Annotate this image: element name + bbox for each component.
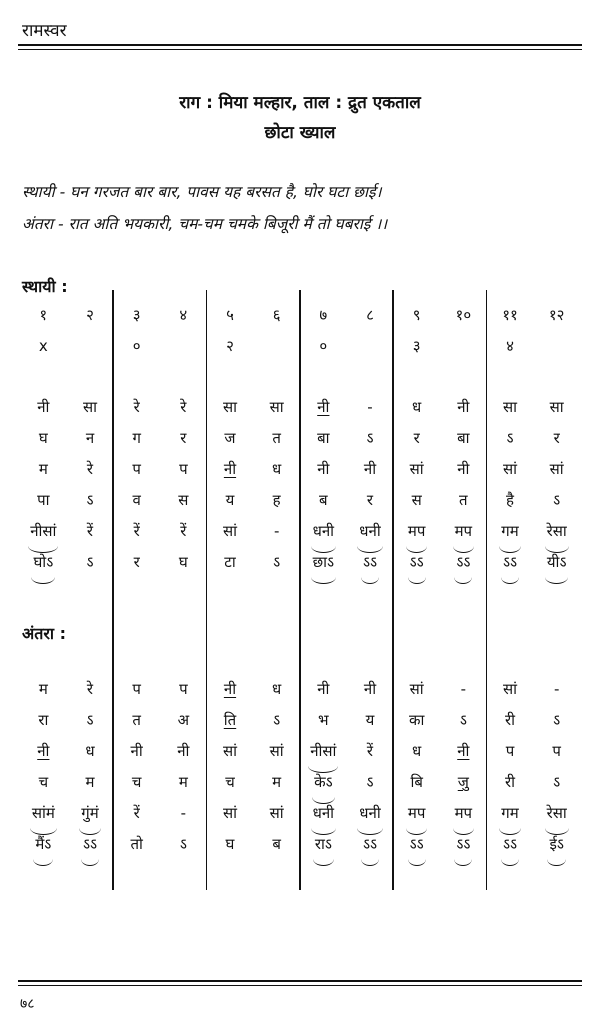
note-cell-mark: गम bbox=[501, 516, 518, 547]
note-cell: बा bbox=[317, 429, 330, 447]
taal-marker bbox=[533, 331, 580, 362]
note-cell bbox=[487, 829, 534, 860]
note-cell: रे bbox=[86, 460, 94, 478]
note-cell: घ bbox=[178, 553, 188, 571]
note-cell-mark: मप bbox=[455, 798, 473, 829]
beat-number: ९ bbox=[412, 306, 421, 324]
note-cell: ब bbox=[319, 491, 328, 509]
note-cell: ऽ bbox=[553, 773, 561, 791]
note-cell: ऽ bbox=[179, 835, 187, 853]
note-cell: ध bbox=[85, 742, 95, 760]
note-cell bbox=[347, 798, 394, 829]
note-cell-mark: धनी bbox=[359, 798, 380, 829]
note-cell bbox=[20, 516, 67, 547]
note-cell bbox=[533, 516, 580, 547]
note-cell-mark: ऽऽ bbox=[410, 829, 424, 860]
note-cell: च bbox=[38, 773, 49, 791]
note-cell: सां bbox=[502, 680, 517, 698]
note-cell: र bbox=[180, 429, 187, 447]
note-cell bbox=[487, 798, 534, 829]
note-cell: भ bbox=[318, 711, 329, 729]
note-cell bbox=[207, 705, 254, 736]
note-cell: ऽ bbox=[86, 711, 94, 729]
note-cell: स bbox=[411, 491, 422, 509]
footer-rule bbox=[18, 980, 582, 982]
note-cell: रा bbox=[38, 711, 49, 729]
note-cell: प bbox=[132, 460, 141, 478]
note-cell bbox=[300, 798, 347, 829]
row-spacer bbox=[207, 362, 254, 392]
beat-number: १२ bbox=[548, 306, 565, 324]
header-rule bbox=[18, 44, 582, 46]
note-cell-mark: ऽऽ bbox=[410, 547, 424, 578]
note-cell-mark: ऽऽ bbox=[503, 547, 517, 578]
note-cell: सां bbox=[409, 680, 424, 698]
taal-marker: ३ bbox=[412, 337, 421, 355]
row-spacer bbox=[253, 362, 300, 392]
note-cell: प bbox=[552, 742, 561, 760]
note-cell: रें bbox=[366, 742, 374, 760]
note-cell: नी bbox=[457, 398, 470, 416]
vibhag-line bbox=[112, 290, 114, 890]
note-cell bbox=[300, 829, 347, 860]
note-cell: ऽ bbox=[459, 711, 467, 729]
note-cell bbox=[440, 736, 487, 767]
note-cell: ध bbox=[412, 742, 422, 760]
note-cell bbox=[440, 798, 487, 829]
note-cell: न bbox=[85, 429, 95, 447]
note-cell: प bbox=[179, 460, 188, 478]
running-header: रामस्वर bbox=[22, 21, 67, 41]
footer-rule-thin bbox=[18, 985, 582, 986]
note-cell: - bbox=[367, 398, 373, 416]
note-cell: सा bbox=[222, 398, 237, 416]
note-cell bbox=[393, 829, 440, 860]
note-cell bbox=[347, 547, 394, 578]
note-cell bbox=[20, 798, 67, 829]
note-cell: ज bbox=[224, 429, 236, 447]
note-cell-mark: नी bbox=[457, 742, 470, 760]
note-cell: ग bbox=[132, 429, 141, 447]
taal-marker: ० bbox=[319, 337, 328, 355]
note-cell: रें bbox=[180, 522, 187, 540]
note-cell: बा bbox=[457, 429, 470, 447]
note-cell-mark: ऽऽ bbox=[363, 829, 377, 860]
row-spacer bbox=[347, 362, 394, 392]
note-cell: है bbox=[506, 491, 514, 509]
note-cell: ऽ bbox=[553, 491, 561, 509]
note-cell: नी bbox=[130, 742, 143, 760]
note-cell: रे bbox=[133, 398, 140, 416]
antara-lyric: अंतरा - रात अति भयकारी, चम-चम चमके बिजूरी मैं तो घबराई ।। bbox=[22, 215, 388, 233]
note-cell-mark: सांमं bbox=[32, 798, 55, 829]
note-cell: री bbox=[504, 773, 515, 791]
note-cell bbox=[67, 798, 114, 829]
note-cell: म bbox=[178, 773, 188, 791]
note-cell: रें bbox=[133, 804, 140, 822]
note-cell-mark: गम bbox=[501, 798, 518, 829]
beat-number: ७ bbox=[319, 306, 328, 324]
note-cell: ऽ bbox=[366, 429, 374, 447]
note-cell: म bbox=[38, 680, 48, 698]
note-cell: य bbox=[225, 491, 235, 509]
note-cell bbox=[67, 829, 114, 860]
note-cell: स bbox=[178, 491, 189, 509]
note-cell-mark: मप bbox=[455, 516, 473, 547]
beat-number: ५ bbox=[226, 306, 234, 324]
note-cell: घ bbox=[225, 835, 235, 853]
note-cell: ऽ bbox=[366, 773, 374, 791]
note-cell: - bbox=[273, 522, 280, 540]
note-cell: नी bbox=[317, 680, 330, 698]
note-cell bbox=[487, 547, 534, 578]
note-cell-mark: मैंऽ bbox=[35, 829, 51, 860]
note-cell: ऽ bbox=[273, 711, 281, 729]
khyal-heading: छोटा ख्याल bbox=[264, 123, 336, 143]
taal-marker bbox=[440, 331, 487, 362]
note-cell: ह bbox=[272, 491, 281, 509]
row-spacer bbox=[440, 362, 487, 392]
vibhag-line bbox=[486, 290, 488, 890]
note-cell bbox=[300, 547, 347, 578]
header-rule-thin bbox=[18, 49, 582, 50]
note-cell: सां bbox=[549, 460, 564, 478]
note-cell: सा bbox=[269, 398, 284, 416]
note-cell: प bbox=[505, 742, 515, 760]
row-spacer bbox=[487, 362, 534, 392]
taal-marker: २ bbox=[226, 337, 234, 355]
note-cell: ऽ bbox=[506, 429, 514, 447]
note-cell bbox=[533, 547, 580, 578]
note-cell-mark: नीसां bbox=[310, 736, 336, 767]
note-cell: सां bbox=[222, 804, 237, 822]
note-cell: म bbox=[272, 773, 282, 791]
note-cell-mark: घोऽ bbox=[33, 547, 53, 578]
beat-number: १० bbox=[455, 306, 472, 324]
note-cell-mark: मप bbox=[408, 798, 426, 829]
note-cell-mark: छाऽ bbox=[313, 547, 334, 578]
note-cell-mark: केऽ bbox=[314, 767, 333, 798]
row-spacer bbox=[160, 362, 207, 392]
note-cell: ब bbox=[272, 835, 281, 853]
taal-marker bbox=[253, 331, 300, 362]
note-cell bbox=[440, 547, 487, 578]
sthayi-label: स्थायी : bbox=[22, 277, 68, 296]
beat-number: १ bbox=[39, 306, 48, 324]
note-cell bbox=[20, 829, 67, 860]
note-cell-mark: नी bbox=[37, 742, 50, 760]
note-cell: म bbox=[38, 460, 48, 478]
note-cell: र bbox=[366, 491, 374, 509]
note-cell-mark: नीसां bbox=[30, 516, 56, 547]
note-cell-mark: मप bbox=[408, 516, 426, 547]
note-cell: ध bbox=[272, 460, 282, 478]
note-cell-mark: धनी bbox=[359, 516, 380, 547]
note-cell: त bbox=[132, 711, 141, 729]
note-cell: य bbox=[365, 711, 375, 729]
vibhag-line bbox=[392, 290, 394, 890]
note-cell bbox=[347, 516, 394, 547]
note-cell: ऽ bbox=[86, 491, 94, 509]
note-cell: प bbox=[132, 680, 141, 698]
note-cell-mark: ऽऽ bbox=[83, 829, 97, 860]
note-cell: प bbox=[179, 680, 188, 698]
note-cell: ऽ bbox=[553, 711, 561, 729]
note-cell bbox=[300, 392, 347, 423]
note-cell-mark: राऽ bbox=[315, 829, 332, 860]
note-cell: - bbox=[553, 680, 560, 698]
page-number: ७८ bbox=[20, 996, 35, 1012]
note-cell: र bbox=[413, 429, 420, 447]
note-cell bbox=[20, 547, 67, 578]
note-cell: तो bbox=[130, 835, 143, 853]
note-cell-mark: धनी bbox=[313, 516, 334, 547]
note-cell: सा bbox=[549, 398, 564, 416]
row-spacer bbox=[113, 362, 160, 392]
note-cell: नी bbox=[37, 398, 50, 416]
note-cell-mark: ईऽ bbox=[549, 829, 563, 860]
note-cell: नी bbox=[363, 680, 377, 698]
note-cell: नी bbox=[317, 460, 330, 478]
note-cell bbox=[347, 829, 394, 860]
beat-number: २ bbox=[86, 306, 94, 324]
note-cell: बि bbox=[410, 773, 423, 791]
row-spacer bbox=[393, 362, 440, 392]
note-cell: अ bbox=[177, 711, 190, 729]
note-cell: रें bbox=[86, 522, 94, 540]
beat-number: ६ bbox=[272, 306, 281, 324]
taal-marker bbox=[160, 331, 207, 362]
note-cell: घ bbox=[38, 429, 48, 447]
note-cell bbox=[393, 516, 440, 547]
taal-marker bbox=[67, 331, 114, 362]
note-cell: र bbox=[553, 429, 560, 447]
note-cell-mark: धनी bbox=[313, 798, 334, 829]
note-cell-mark: यीऽ bbox=[547, 547, 567, 578]
note-cell-mark: गुंमं bbox=[81, 798, 98, 829]
note-cell bbox=[440, 829, 487, 860]
note-cell: ध bbox=[412, 398, 422, 416]
note-cell-mark: जु bbox=[457, 773, 469, 791]
note-cell-mark: रेसा bbox=[547, 798, 567, 829]
note-cell: री bbox=[504, 711, 515, 729]
note-cell: सां bbox=[409, 460, 424, 478]
note-cell: पा bbox=[37, 491, 50, 509]
note-cell: ऽ bbox=[273, 553, 281, 571]
note-cell-mark: नी bbox=[317, 398, 330, 416]
note-cell: सां bbox=[222, 742, 237, 760]
note-cell-mark: नी bbox=[223, 460, 237, 478]
note-cell bbox=[300, 516, 347, 547]
note-cell bbox=[393, 547, 440, 578]
note-cell: ध bbox=[272, 680, 282, 698]
note-cell: - bbox=[180, 804, 187, 822]
note-cell: त bbox=[272, 429, 281, 447]
note-cell bbox=[300, 767, 347, 798]
raag-heading: राग : मिया मल्हार, ताल : द्रुत एकताल bbox=[179, 93, 421, 113]
note-cell bbox=[300, 736, 347, 767]
note-cell-mark: रेसा bbox=[547, 516, 567, 547]
note-cell-mark: ऽऽ bbox=[503, 829, 517, 860]
vibhag-line bbox=[206, 290, 208, 890]
note-cell bbox=[207, 454, 254, 485]
beat-number: ४ bbox=[179, 306, 188, 324]
note-cell bbox=[393, 798, 440, 829]
note-cell bbox=[440, 516, 487, 547]
note-cell: त bbox=[459, 491, 468, 509]
row-spacer bbox=[300, 362, 347, 392]
note-cell-mark: ऽऽ bbox=[456, 829, 470, 860]
note-cell: टा bbox=[224, 553, 236, 571]
note-cell: ऽ bbox=[86, 553, 94, 571]
note-cell: रे bbox=[180, 398, 187, 416]
note-cell-mark: ऽऽ bbox=[363, 547, 377, 578]
note-cell: नी bbox=[457, 460, 470, 478]
note-cell-mark: नी bbox=[223, 680, 237, 698]
note-cell: सां bbox=[269, 804, 284, 822]
note-cell: नी bbox=[363, 460, 377, 478]
note-cell: सां bbox=[222, 522, 237, 540]
note-cell bbox=[533, 829, 580, 860]
vibhag-line bbox=[299, 290, 301, 890]
row-spacer bbox=[67, 362, 114, 392]
note-cell: नी bbox=[177, 742, 190, 760]
note-cell: सां bbox=[269, 742, 284, 760]
antara-label: अंतरा : bbox=[22, 624, 67, 643]
taal-marker: ४ bbox=[506, 337, 514, 355]
note-cell bbox=[440, 767, 487, 798]
note-cell bbox=[207, 674, 254, 705]
note-cell: रें bbox=[133, 522, 140, 540]
sthayi-lyric: स्थायी - घन गरजत बार बार, पावस यह बरसत है, घोर घटा छाई। bbox=[22, 183, 382, 201]
note-cell: सा bbox=[82, 398, 97, 416]
beat-number: ८ bbox=[366, 306, 374, 324]
note-cell bbox=[533, 798, 580, 829]
note-cell: च bbox=[225, 773, 235, 791]
note-cell: रे bbox=[86, 680, 94, 698]
note-cell: सां bbox=[502, 460, 517, 478]
row-spacer bbox=[20, 362, 67, 392]
taal-marker: ० bbox=[132, 337, 141, 355]
taal-marker bbox=[347, 331, 394, 362]
beat-number: ११ bbox=[502, 306, 518, 324]
note-cell: - bbox=[460, 680, 467, 698]
note-cell: र bbox=[133, 553, 140, 571]
note-cell-mark: ऽऽ bbox=[456, 547, 470, 578]
note-cell bbox=[487, 516, 534, 547]
beat-number: ३ bbox=[132, 306, 141, 324]
note-cell bbox=[20, 736, 67, 767]
note-cell: म bbox=[85, 773, 95, 791]
note-cell-mark: ति bbox=[223, 711, 237, 729]
taal-marker: x bbox=[38, 337, 48, 355]
row-spacer bbox=[533, 362, 580, 392]
note-cell: सा bbox=[502, 398, 517, 416]
note-cell: च bbox=[131, 773, 142, 791]
note-cell: का bbox=[408, 711, 425, 729]
note-cell: व bbox=[132, 491, 141, 509]
